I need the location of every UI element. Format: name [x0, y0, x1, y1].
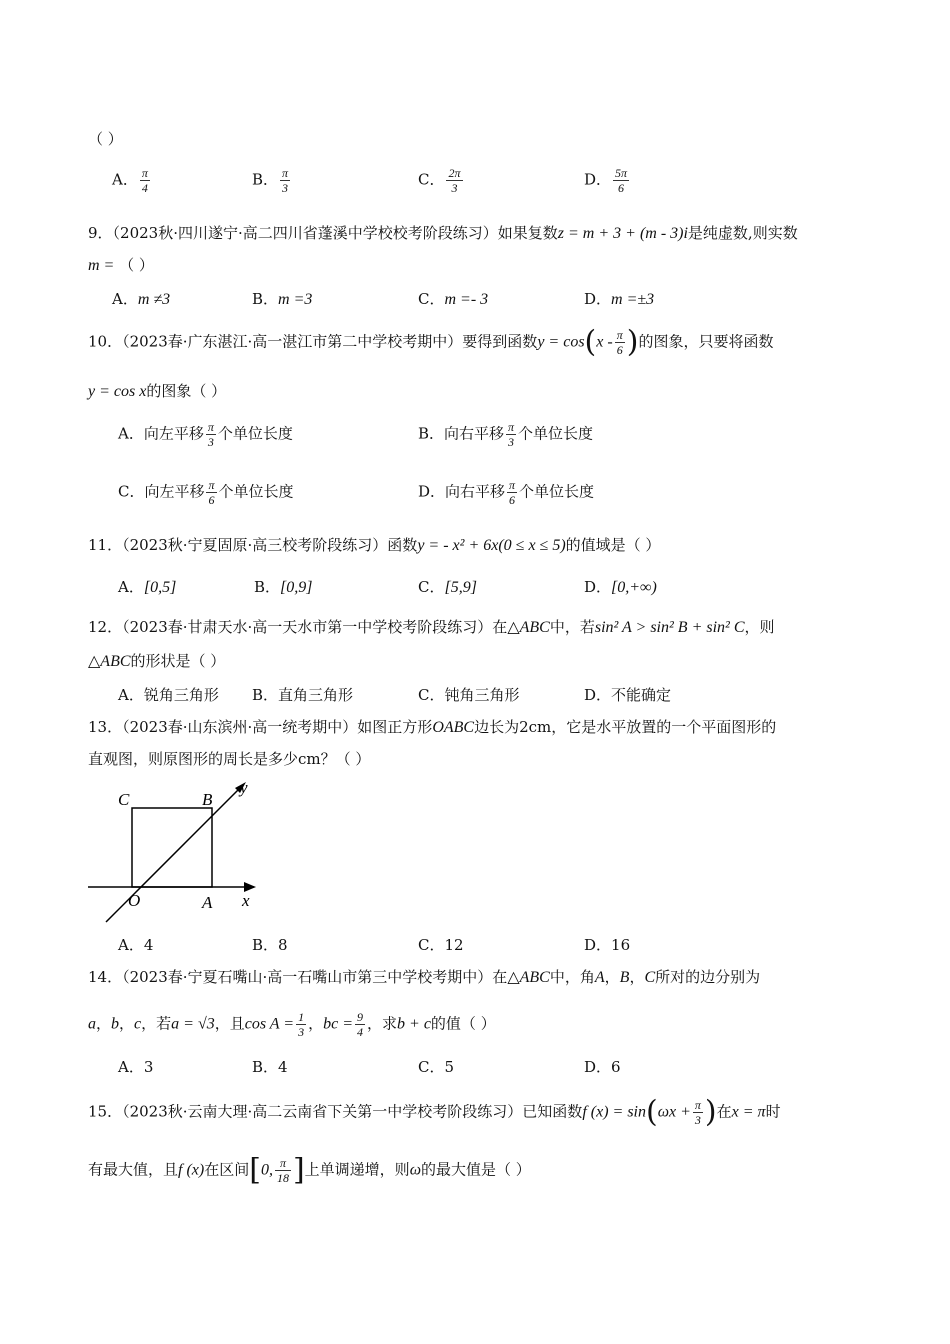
q14-stem-line2: a，b，c，若a = √3，且cos A = $\frac{1}{3}$ ，bc = $\frac{9}{4}$ ，求b + c的值（ ） [88, 1010, 496, 1039]
q14-option-d[interactable]: D．6 [584, 1058, 621, 1076]
q8-option-a[interactable]: A． $\frac{\pi}{4}$ [112, 166, 148, 195]
q10-option-b[interactable]: B．向右平移 $\frac{\pi}{3}$ 个单位长度 [418, 420, 594, 449]
q10-stem-line2: y = cos x的图象（ ） [88, 382, 227, 400]
q9-stem-line2: m = （ ） [88, 256, 154, 274]
q15-stem-line2: 有最大值，且f (x)在区间[0, $\frac{\pi}{18}$ ]上单调递增，则ω的最大值是（ ） [88, 1152, 531, 1188]
q13-stem-line2: 直观图，则原图形的周长是多少cm？（ ） [88, 750, 371, 768]
q13-figure [84, 774, 274, 924]
q15-stem: 15．（2023秋·云南大理·高二云南省下关第一中学校考阶段练习）已知函数f (x) = sin(ωx + $\frac{\pi}{3}$ )在x = π时 [88, 1094, 781, 1130]
q14-option-c[interactable]: C．5 [418, 1058, 455, 1076]
q13-option-b[interactable]: B．8 [252, 936, 288, 954]
q13-label-b: B [202, 790, 213, 809]
q13-option-c[interactable]: C．12 [418, 936, 464, 954]
q12-option-b[interactable]: B．直角三角形 [252, 686, 354, 704]
q14-stem: 14．（2023春·宁夏石嘴山·高一石嘴山市第三中学校考期中）在△ABC中，角A，B，C所对的边分别为 [88, 968, 761, 986]
q12-option-c[interactable]: C．钝角三角形 [418, 686, 520, 704]
q11-option-c[interactable]: C．[5,9] [418, 578, 477, 596]
q13-label-x: x [242, 891, 250, 910]
q10-option-d[interactable]: D．向右平移 $\frac{\pi}{6}$ 个单位长度 [418, 478, 595, 507]
q9-option-d[interactable]: D．m =±3 [584, 290, 655, 308]
q12-stem-line2: △ABC的形状是（ ） [88, 652, 226, 670]
q13-stem: 13．（2023春·山东滨州·高一统考期中）如图正方形OABC边长为2cm，它是水平放置的一个平面图形的 [88, 718, 777, 736]
q12-stem: 12．（2023春·甘肃天水·高一天水市第一中学校考阶段练习）在△ABC中，若sin² A > sin² B + sin² C，则 [88, 618, 775, 636]
q11-option-b[interactable]: B．[0,9] [254, 578, 313, 596]
q10-option-c[interactable]: C．向左平移 $\frac{\pi}{6}$ 个单位长度 [118, 478, 294, 507]
q13-option-a[interactable]: A．4 [118, 936, 154, 954]
q14-option-a[interactable]: A．3 [118, 1058, 154, 1076]
q8-option-d[interactable]: D． $\frac{5\pi}{6}$ [584, 166, 628, 195]
q13-label-o: O [128, 891, 141, 910]
q8-option-c[interactable]: C． $\frac{2\pi}{3}$ [418, 166, 461, 195]
q12-option-d[interactable]: D．不能确定 [584, 686, 672, 704]
q11-option-a[interactable]: A．[0,5] [118, 578, 177, 596]
q13-label-a: A [202, 893, 213, 912]
q9-option-a[interactable]: A．m ≠3 [112, 290, 171, 308]
q8-paren: （ ） [88, 130, 123, 148]
q14-option-b[interactable]: B．4 [252, 1058, 288, 1076]
q13-label-c: C [118, 790, 130, 809]
q9-stem: 9．（2023秋·四川遂宁·高二四川省蓬溪中学校校考阶段练习）如果复数z = m + 3 + (m - 3)i是纯虚数,则实数 [88, 224, 798, 242]
q10-option-a[interactable]: A．向左平移 $\frac{\pi}{3}$ 个单位长度 [118, 420, 293, 449]
q13-label-y: y [240, 778, 248, 797]
q13-option-d[interactable]: D．16 [584, 936, 631, 954]
q11-option-d[interactable]: D．[0,+∞) [584, 578, 657, 596]
q9-option-b[interactable]: B．m =3 [252, 290, 313, 308]
q12-option-a[interactable]: A．锐角三角形 [118, 686, 219, 704]
q11-stem: 11．（2023秋·宁夏固原·高三校考阶段练习）函数y = - x² + 6x(0 ≤ x ≤ 5)的值域是（ ） [88, 536, 661, 554]
q10-stem: 10．（2023春·广东湛江·高一湛江市第二中学校考期中）要得到函数y = cos(x - $\frac{\pi}{6}$ )的图象，只要将函数 [88, 324, 774, 360]
q8-option-b[interactable]: B． $\frac{\pi}{3}$ [252, 166, 289, 195]
q9-option-c[interactable]: C．m =- 3 [418, 290, 489, 308]
